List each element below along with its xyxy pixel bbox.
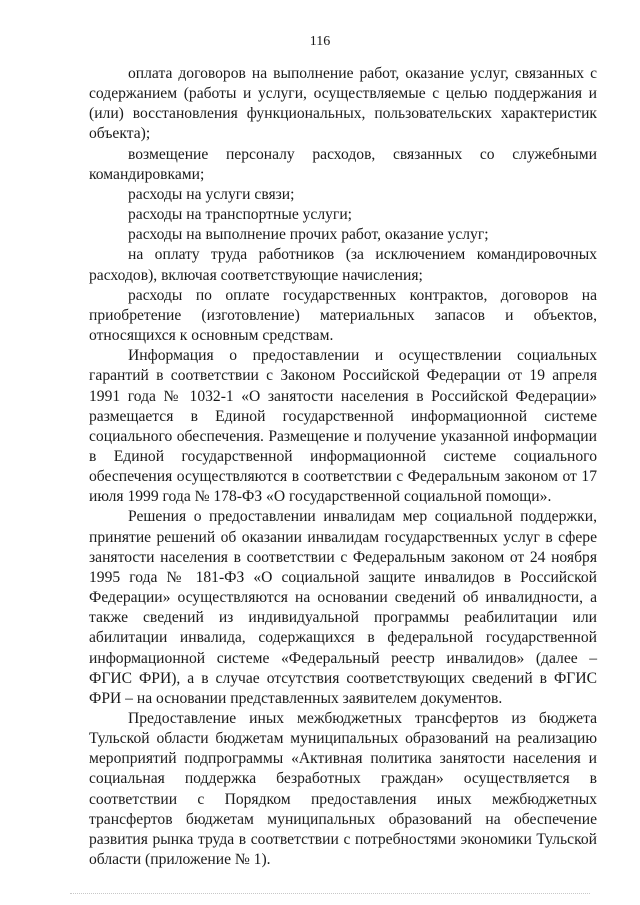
paragraph-interbudget-transfers: Предоставление иных межбюджетных трансфертов из бюджета Тульской области бюджетам муниципальных образований на реализацию мероприятий подпрограммы «Активная политика занятости населения и социальная поддержка безработных граждан» осуществляется в соответствии с Порядком предоставления иных межбюджетных трансфертов бюджетам муниципальных образований на обеспечение развития рынка труда в соответствии с потребностями экономики Тульской области (приложение № 1).: [89, 710, 597, 869]
page-number: 116: [309, 34, 331, 49]
paragraph-social-guarantees: Информация о предоставлении и осуществлении социальных гарантий в соответствии с Законом Российской Федерации от 19 апреля 1991 года № 1032-1 «О занятости населения в Российской Федерации» размещается в Единой государственной информационной системе социального обеспечения. Размещение и получение указанной информации в Единой государственной информационной системе социального обеспечения осуществляются в соответствии с Федеральным законом от 17 июля 1999 года № 178-ФЗ «О государственной социальной помощи».: [89, 347, 597, 506]
scan-bottom-edge: [70, 893, 590, 894]
document-body: [89, 64, 597, 870]
paragraph-travel-expenses: возмещение персоналу расходов, связанных со служебными командировками;: [89, 145, 597, 183]
paragraph-other-services: расходы на выполнение прочих работ, оказание услуг;: [128, 226, 489, 244]
paragraph-contract-payments: оплата договоров на выполнение работ, оказание услуг, связанных с содержанием (работы и услуги, осуществляемые с целью поддержания и (или) восстановления функциональных, пользовательских характеристик объекта);: [89, 65, 597, 143]
paragraph-government-contracts: расходы по оплате государственных контрактов, договоров на приобретение (изготовление) материальных запасов и объектов, относящихся к основным средствам.: [89, 286, 597, 345]
paragraph-labor-payments: на оплату труда работников (за исключением командировочных расходов), включая соответствующие начисления;: [89, 246, 597, 284]
paragraph-transport-services: расходы на транспортные услуги;: [128, 206, 353, 224]
paragraph-disability-support: Решения о предоставлении инвалидам мер социальной поддержки, принятие решений об оказании инвалидам государственных услуг в сфере занятости населения в соответствии с Федеральным законом от 24 ноября 1995 года № 181-ФЗ «О социальной защите инвалидов в Российской Федерации» осуществляются на основании сведений об инвалидности, а также сведений из индивидуальной программы реабилитации или абилитации инвалида, содержащихся в федеральной государственной информационной системе «Федеральный реестр инвалидов» (далее – ФГИС ФРИ), а в случае отсутствия соответствующих сведений в ФГИС ФРИ – на основании представленных заявителем документов.: [89, 508, 597, 707]
paragraph-communication-services: расходы на услуги связи;: [128, 185, 295, 203]
